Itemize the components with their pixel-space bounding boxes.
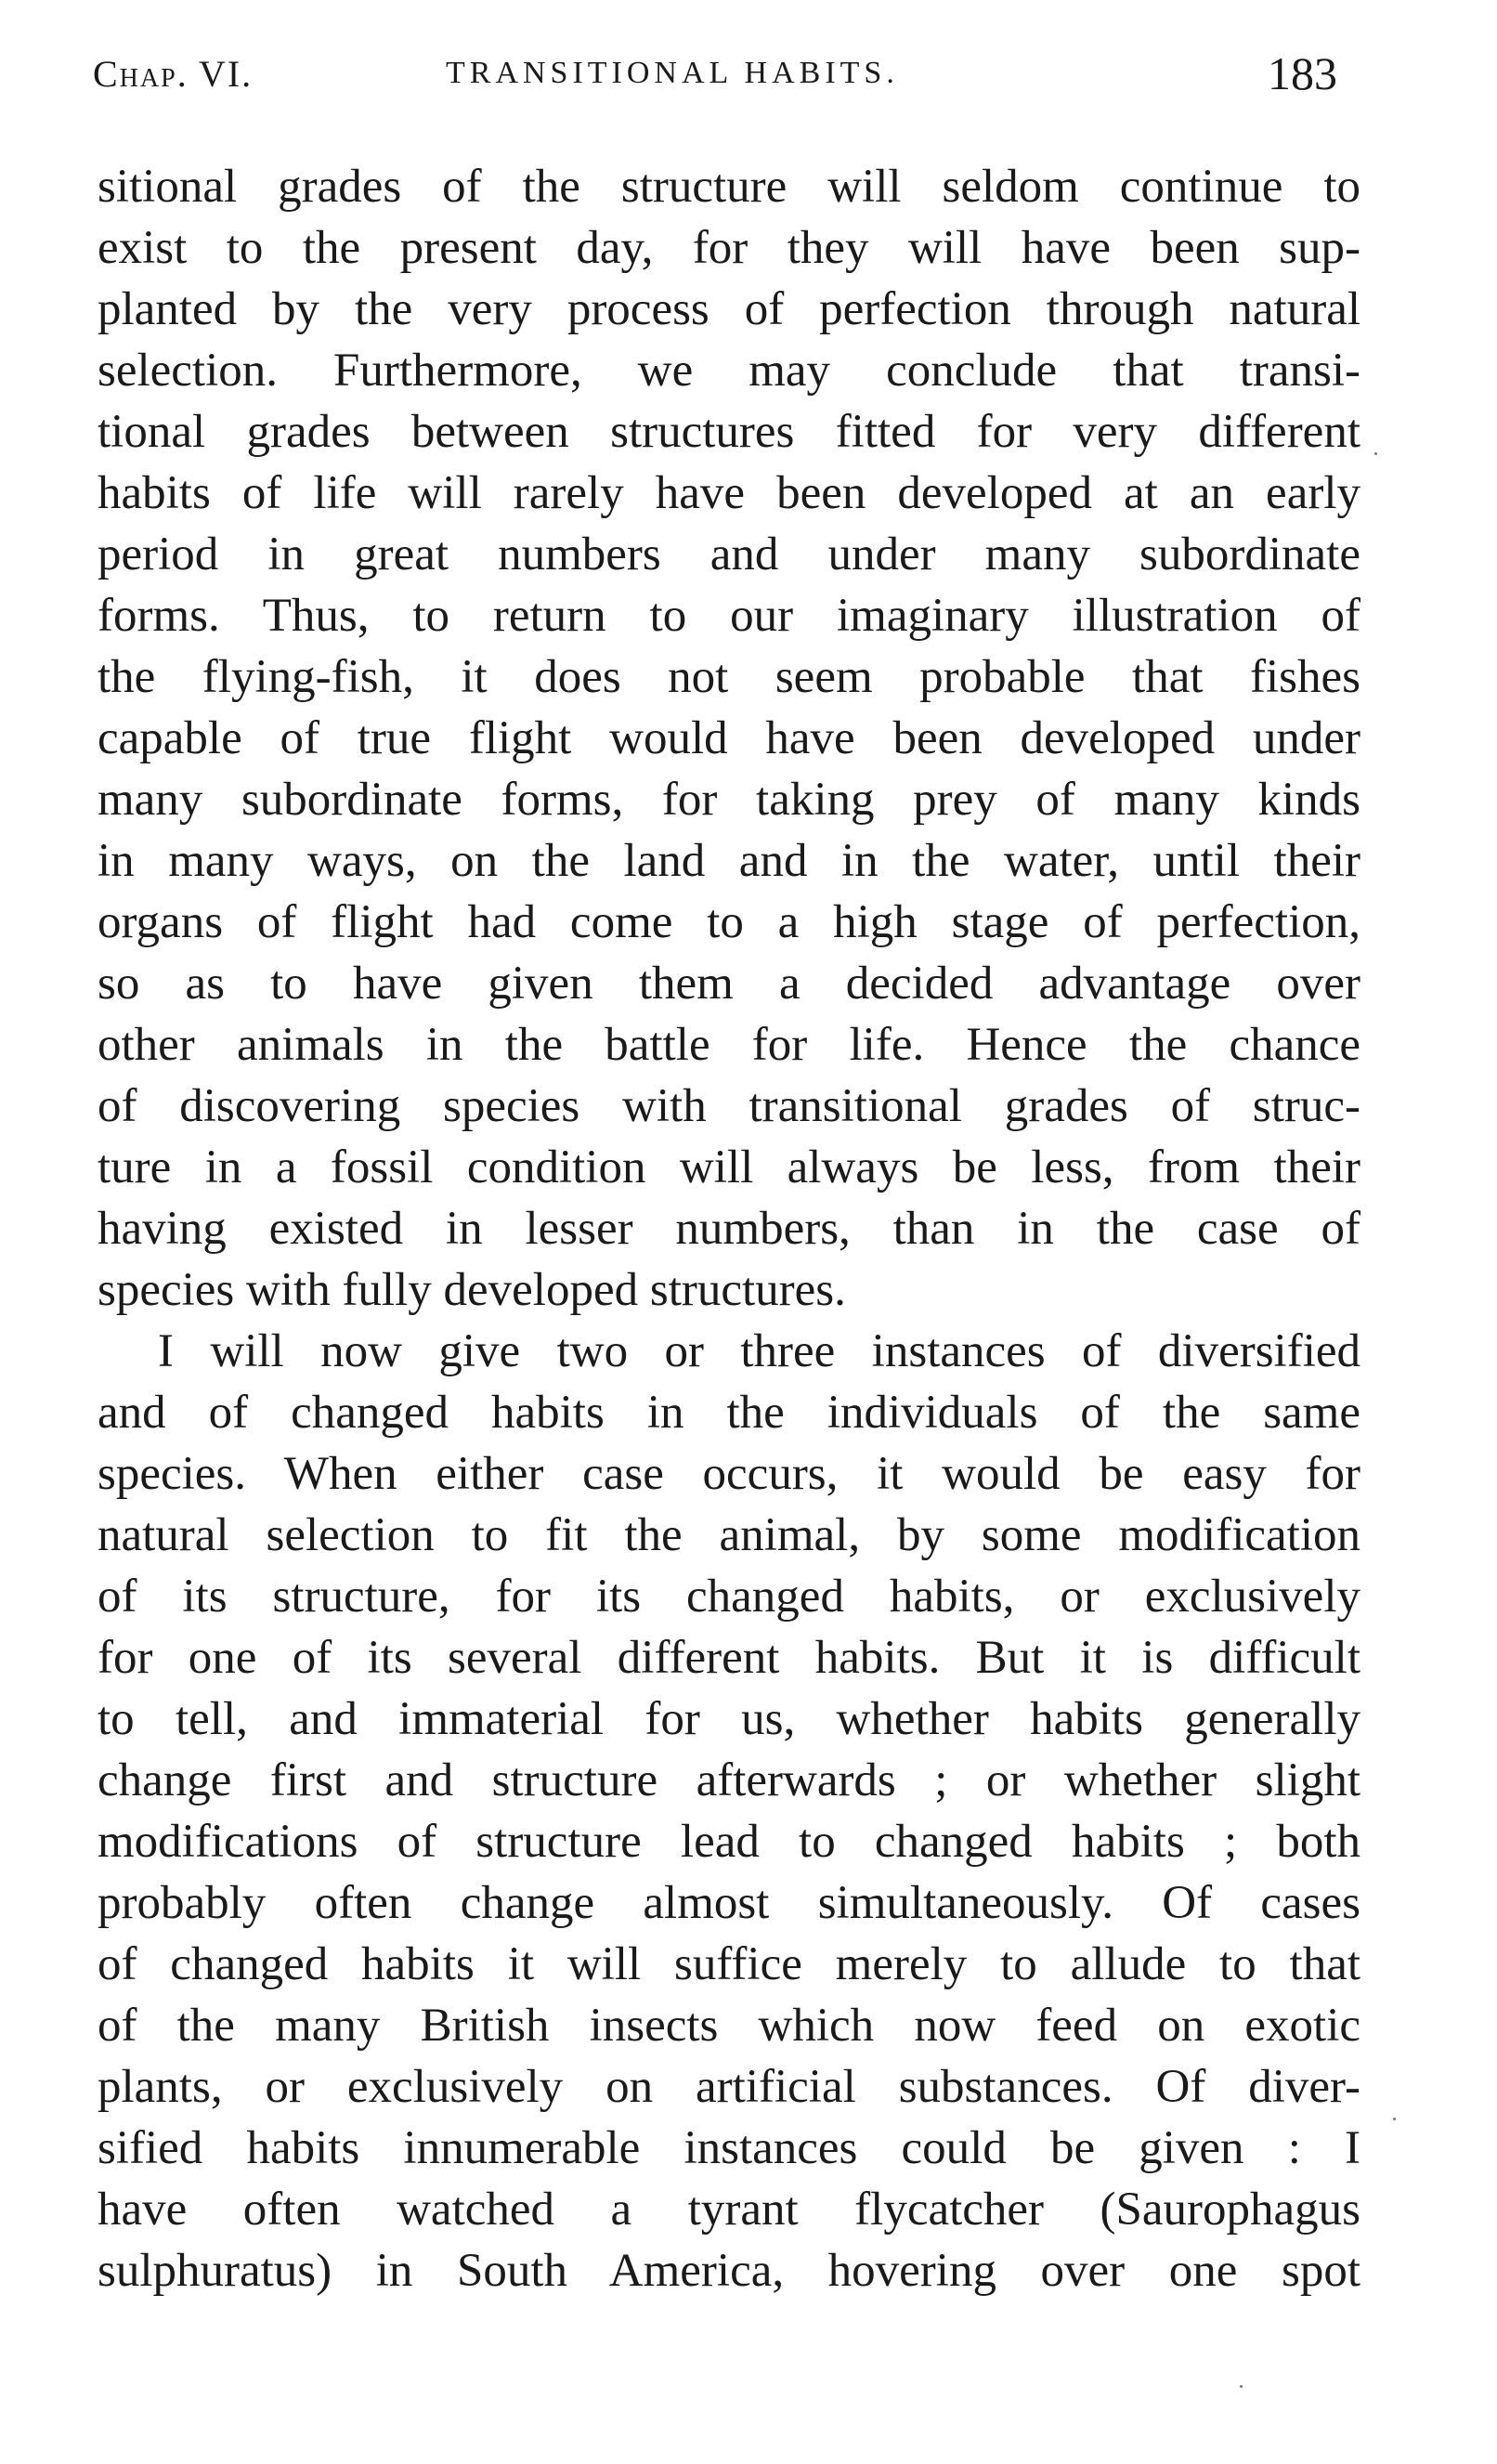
- text-line: capable of true flight would have been developed under: [98, 712, 1360, 764]
- text-line: planted by the very process of perfection through natural: [98, 283, 1360, 335]
- text-line: in many ways, on the land and in the water, until their: [98, 835, 1360, 887]
- text-line: so as to have given them a decided advantage over: [98, 958, 1360, 1010]
- text-line: many subordinate forms, for taking prey of many kinds: [98, 774, 1360, 826]
- text-line: organs of flight had come to a high stage of perfection,: [98, 896, 1360, 948]
- print-speck: [1374, 452, 1377, 455]
- text-line: to tell, and immaterial for us, whether habits generally: [98, 1693, 1360, 1745]
- text-line: other animals in the battle for life. Hence the chance: [98, 1019, 1360, 1071]
- running-title: TRANSITIONAL HABITS.: [446, 56, 899, 90]
- print-speck: [1393, 2118, 1396, 2120]
- text-line: sitional grades of the structure will seldom continue to: [98, 161, 1360, 213]
- text-line: modifications of structure lead to changed habits ; both: [98, 1816, 1360, 1868]
- text-line: exist to the present day, for they will have been sup-: [98, 222, 1360, 274]
- text-line: habits of life will rarely have been developed at an early: [98, 467, 1360, 519]
- text-line: having existed in lesser numbers, than in the case of: [98, 1203, 1360, 1255]
- text-line: period in great numbers and under many subordinate: [98, 528, 1360, 580]
- text-line: ture in a fossil condition will always be less, from their: [98, 1141, 1360, 1193]
- chapter-label: Chap. VI.: [93, 53, 254, 95]
- text-line: and of changed habits in the individuals of the same: [98, 1387, 1360, 1439]
- paragraph-2: [98, 1321, 1360, 2301]
- text-line: of its structure, for its changed habits, or exclusively: [98, 1571, 1360, 1623]
- text-line: I will now give two or three instances of diversified: [158, 1325, 1360, 1377]
- print-speck: [1240, 2385, 1243, 2388]
- text-line: for one of its several different habits. But it is difficult: [98, 1632, 1360, 1684]
- text-line: of changed habits it will suffice merely to allude to that: [98, 1938, 1360, 1990]
- text-line: selection. Furthermore, we may conclude that transi-: [98, 345, 1360, 397]
- text-line: sified habits innumerable instances could be given : I: [98, 2122, 1360, 2174]
- body-text: [98, 156, 1360, 2301]
- text-line: species. When either case occurs, it would be easy for: [98, 1448, 1360, 1500]
- text-line: have often watched a tyrant flycatcher (Saurophagus: [98, 2184, 1360, 2236]
- text-line: natural selection to fit the animal, by some modification: [98, 1509, 1360, 1561]
- paragraph-1: [98, 156, 1360, 1321]
- text-line: change first and structure afterwards ; or whether slight: [98, 1754, 1360, 1806]
- page-number: 183: [1268, 47, 1337, 99]
- text-line: sulphuratus) in South America, hovering over one spot: [98, 2245, 1360, 2297]
- text-line: forms. Thus, to return to our imaginary illustration of: [98, 590, 1360, 642]
- text-line: probably often change almost simultaneously. Of cases: [98, 1877, 1360, 1929]
- text-line: tional grades between structures fitted for very different: [98, 406, 1360, 458]
- text-line: the flying-fish, it does not seem probable that fishes: [98, 651, 1360, 703]
- text-line: of discovering species with transitional grades of struc-: [98, 1080, 1360, 1132]
- page-header: [93, 46, 1365, 111]
- text-line: species with fully developed structures.: [98, 1264, 846, 1316]
- text-line: of the many British insects which now feed on exotic: [98, 2000, 1360, 2052]
- text-line: plants, or exclusively on artificial substances. Of diver-: [98, 2061, 1360, 2113]
